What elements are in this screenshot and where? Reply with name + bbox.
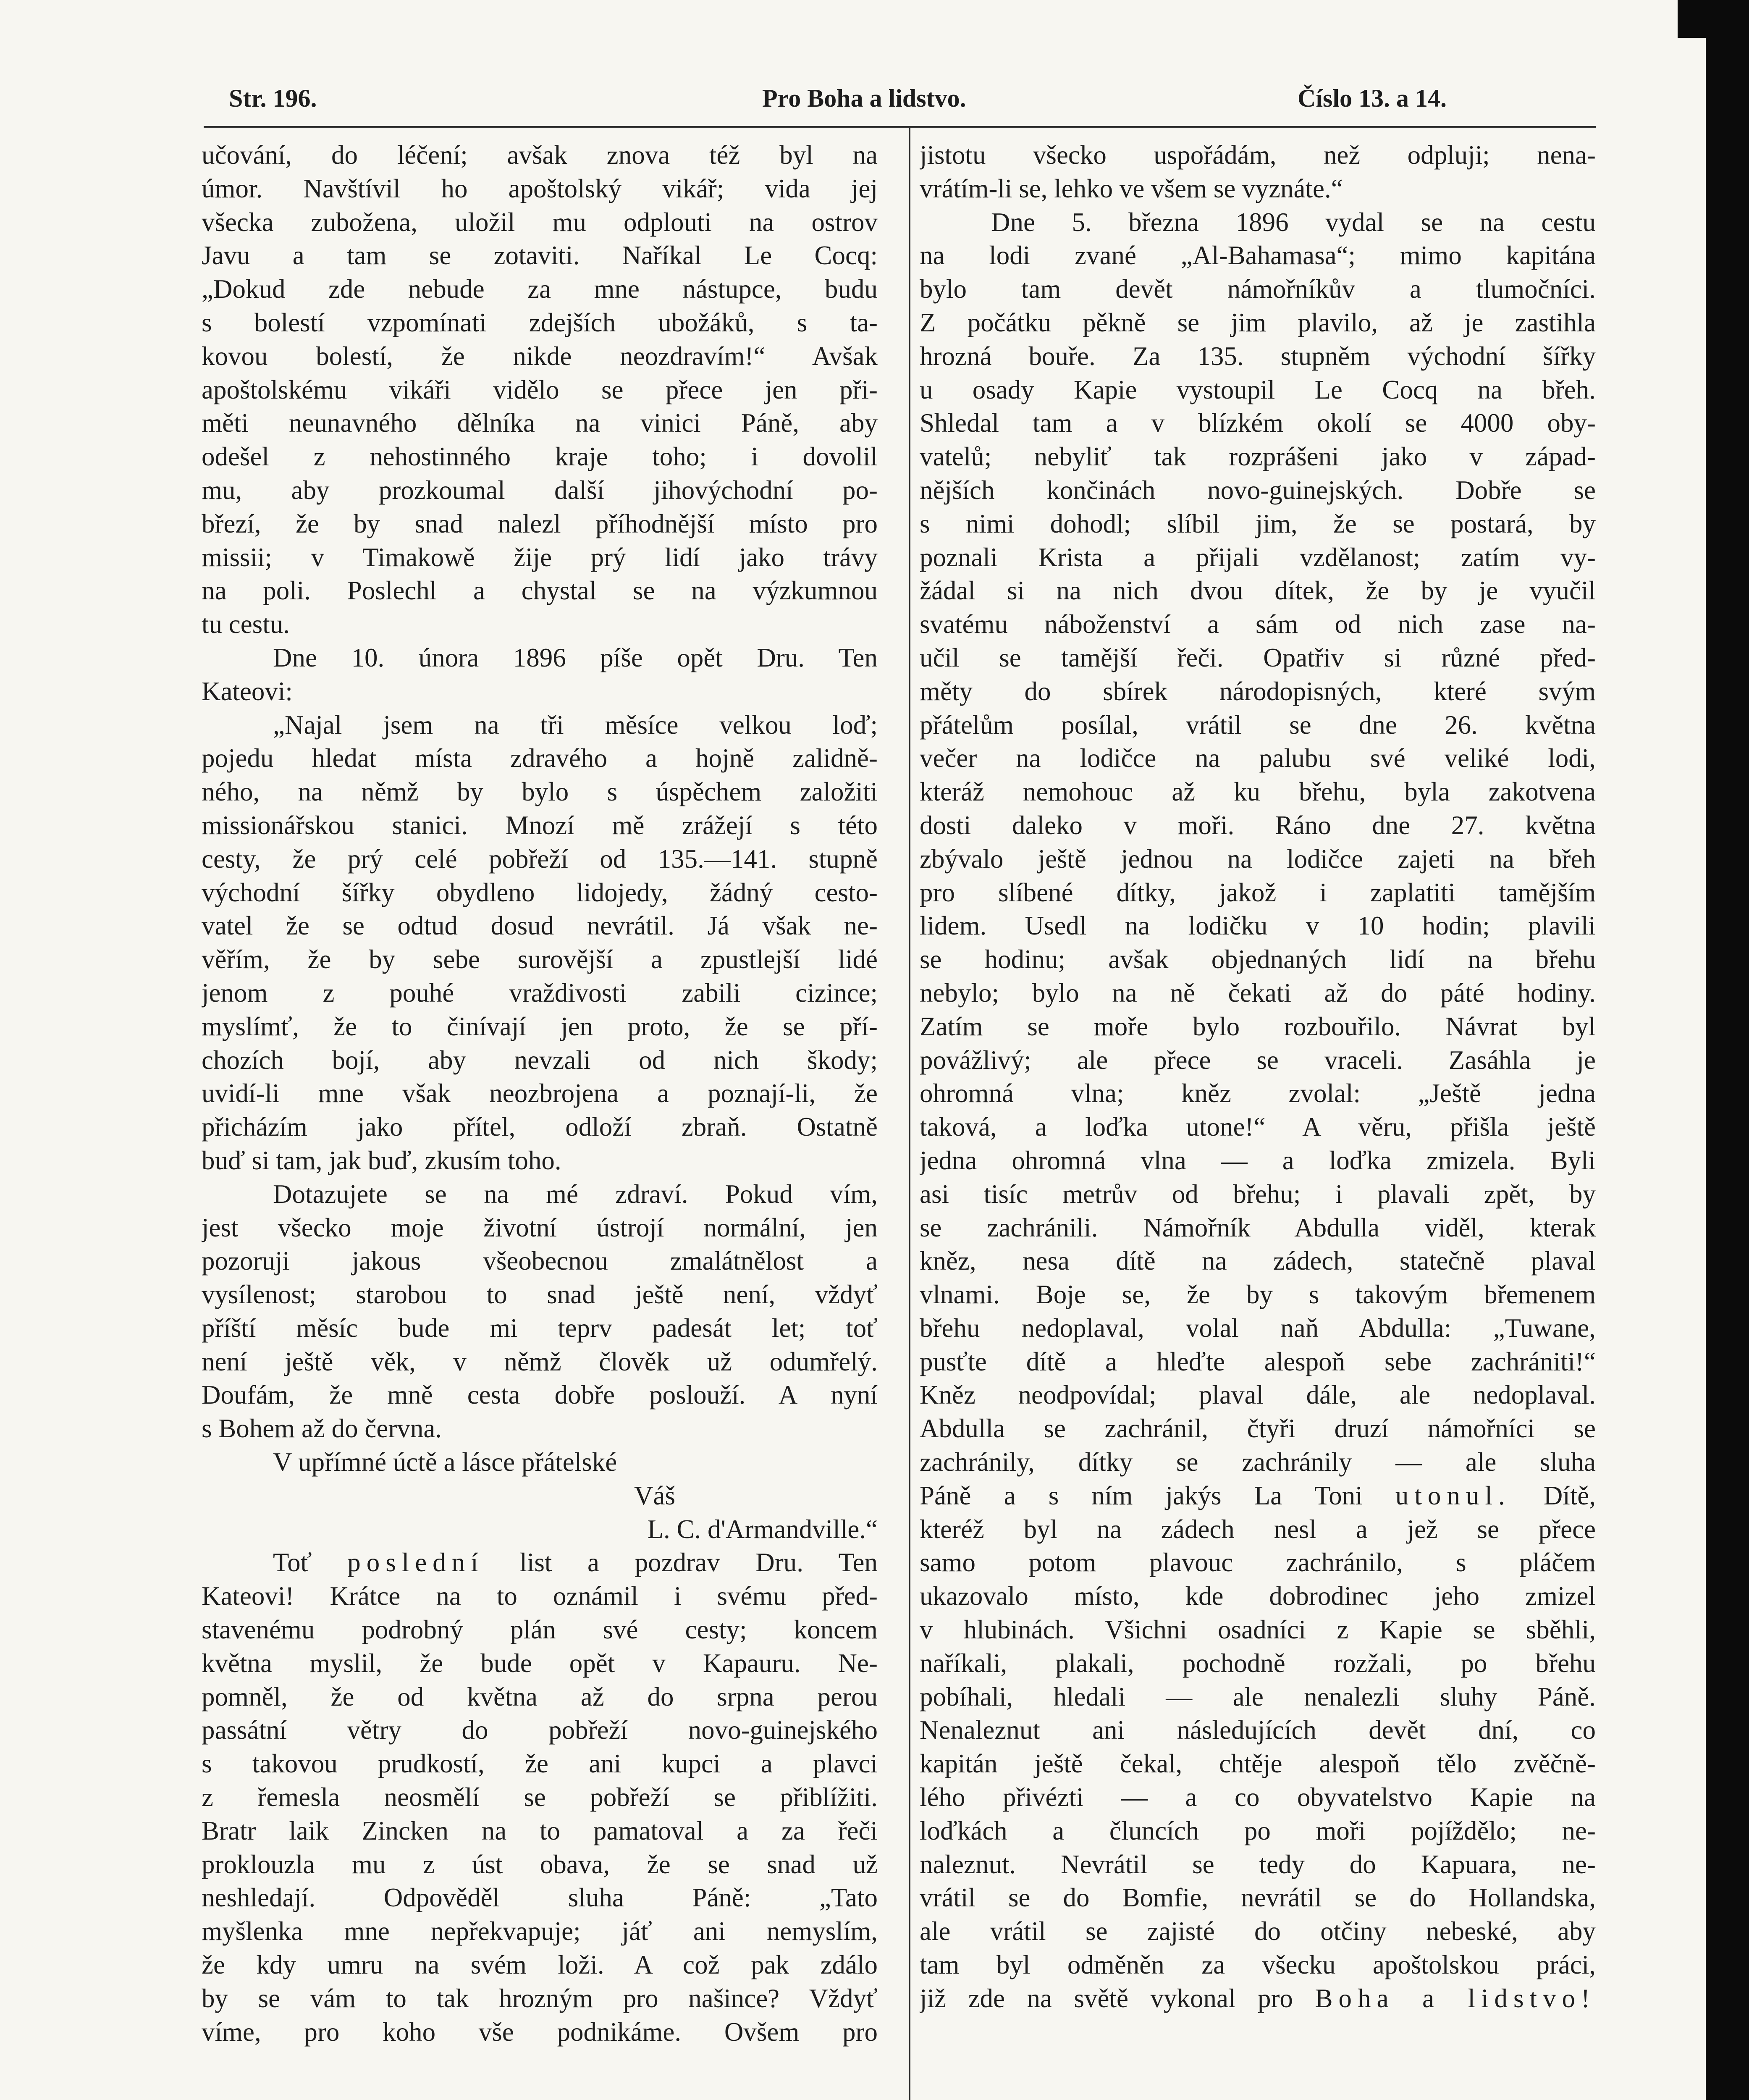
- text-line: nějších končinách novo-guinejských. Dobře se: [920, 475, 1596, 505]
- text-line: jistotu všecko uspořádám, než odpluji; nena-: [920, 140, 1596, 170]
- text-line: jest všecko moje životní ústrojí normální, jen: [202, 1213, 878, 1242]
- text-line: s bolestí vzpomínati zdejších ubožáků, s ta-: [202, 307, 878, 337]
- text-line: zachránily, dítky se zachránily — ale sluha: [920, 1447, 1596, 1477]
- text-fragment: list a pozdrav Dru. Ten: [519, 1548, 878, 1578]
- text-line: cesty, že prý celé pobřeží od 135.—141. stupně: [202, 844, 878, 874]
- text-line: vrátil se do Bomfie, nevrátil se do Hollandska,: [920, 1883, 1596, 1913]
- text-line: Doufám, že mně cesta dobře poslouží. A nyní: [202, 1380, 878, 1410]
- text-line: tu cestu.: [202, 609, 290, 639]
- text-line: [920, 1982, 1596, 2016]
- text-line: května myslil, že bude opět v Kapauru. Ne-: [202, 1648, 878, 1678]
- text-line: myšlenka mne nepřekvapuje; jáť ani nemyslím,: [202, 1916, 878, 1946]
- text-line: Kněz neodpovídal; plaval dále, ale nedoplaval.: [920, 1380, 1596, 1410]
- running-header: [229, 84, 1564, 126]
- text-line: buď si tam, jak buď, zkusím toho.: [202, 1145, 561, 1175]
- text-line: hrozná bouře. Za 135. stupněm východní šířky: [920, 341, 1596, 371]
- text-line: svatému náboženství a sám od nich zase na-: [920, 609, 1596, 639]
- text-line: naleznut. Nevrátil se tedy do Kapuara, ne-: [920, 1849, 1596, 1879]
- text-line: Javu a tam se zotaviti. Naříkal Le Cocq:: [202, 241, 878, 270]
- text-line: na lodi zvané „Al-Bahamasa“; mimo kapitána: [920, 241, 1596, 270]
- text-line: úmor. Navštívil ho apoštolský vikář; vida jej: [202, 173, 878, 203]
- text-fragment: Toť: [273, 1548, 312, 1578]
- text-line: vatelů; nebyliť tak rozprášeni jako v západ-: [920, 442, 1596, 472]
- text-line: uvidí-li mne však neozbrojena a poznají-li, že: [202, 1079, 878, 1108]
- text-line: vlnami. Boje se, že by s takovým břemenem: [920, 1280, 1596, 1310]
- text-line: ného, na němž by bylo s úspěchem založiti: [202, 777, 878, 807]
- text-line: odešel z nehostinného kraje toho; i dovolil: [202, 442, 878, 472]
- text-line: břehu nedoplaval, volal naň Abdulla: „Tuwane,: [920, 1313, 1596, 1343]
- text-line: Dotazujete se na mé zdraví. Pokud vím,: [273, 1179, 878, 1209]
- text-line: poznali Krista a přijali vzdělanost; zatím vy-: [920, 542, 1596, 572]
- text-line: Bratr laik Zincken na to pamatoval a za řeči: [202, 1816, 878, 1845]
- text-line: Z počátku pěkně se jim plavilo, až je zastihla: [920, 307, 1596, 337]
- text-line: apoštolskému vikáři vidělo se přece jen při-: [202, 375, 878, 404]
- text-line: loďkách a čluncích po moři pojíždělo; ne-: [920, 1816, 1596, 1845]
- column-divider: [909, 128, 910, 2100]
- text-line: ale vrátil se zajisté do otčiny nebeské, aby: [920, 1916, 1596, 1946]
- text-line: [202, 1546, 878, 1580]
- text-line: Shledal tam a v blízkém okolí se 4000 oby-: [920, 408, 1596, 438]
- text-line: se zachránili. Námořník Abdulla viděl, kterak: [920, 1213, 1596, 1242]
- text-line: neshledají. Odpověděl sluha Páně: „Tato: [202, 1883, 878, 1913]
- text-line: Dne 5. března 1896 vydal se na cestu: [991, 207, 1596, 237]
- page-number: Str. 196.: [229, 84, 317, 112]
- text-line: pro slíbené dítky, jakož i zaplatiti tamějším: [920, 877, 1596, 907]
- text-line: zbývalo ještě jednou na lodičce zajeti na břeh: [920, 844, 1596, 874]
- text-line: přicházím jako přítel, odloží zbraň. Ostatně: [202, 1112, 878, 1142]
- text-line: se hodinu; avšak objednaných lidí na břehu: [920, 945, 1596, 974]
- text-line: chozích bojí, aby nevzali od nich škody;: [202, 1045, 878, 1075]
- text-line: „Dokud zde nebude za mne nástupce, budu: [202, 274, 878, 304]
- journal-title: Pro Boha a lidstvo.: [762, 84, 966, 112]
- text-line: věřím, že by sebe surovější a zpustlejší lidé: [202, 945, 878, 974]
- text-line: nebylo; bylo na ně čekati až do páté hodiny.: [920, 978, 1596, 1008]
- text-line: naříkali, plakali, pochodně rozžali, po břehu: [920, 1648, 1596, 1678]
- left-column: [202, 139, 878, 2100]
- text-line: východní šířky obydleno lidojedy, žádný cesto-: [202, 877, 878, 907]
- issue-number: Číslo 13. a 14.: [1298, 84, 1447, 112]
- text-line: z řemesla neosmělí se pobřeží se přiblížiti.: [202, 1782, 878, 1812]
- text-line: s takovou prudkostí, že ani kupci a plavci: [202, 1749, 878, 1779]
- text-line: u osady Kapie vystoupil Le Cocq na břeh.: [920, 375, 1596, 404]
- text-line: s Bohem až do června.: [202, 1414, 442, 1444]
- text-line: vrátím-li se, lehko ve všem se vyznáte.“: [920, 173, 1343, 203]
- text-line: lého přivézti — a co obyvatelstvo Kapie na: [920, 1782, 1596, 1812]
- text-line: vysílenost; starobou to snad ještě není, vždyť: [202, 1280, 878, 1310]
- text-line: by se vám to tak hrozným pro našince? Vždyť: [202, 1983, 878, 2013]
- text-line: kteréž byl na zádech nesl a jež se přece: [920, 1514, 1596, 1544]
- text-line: [920, 1479, 1596, 1513]
- text-line: pusťte dítě a hleďte alespoň sebe zachrániti!“: [920, 1347, 1596, 1376]
- text-line: dosti daleko v moři. Ráno dne 27. května: [920, 810, 1596, 840]
- text-line: kteráž nemohouc až ku břehu, byla zakotvena: [920, 777, 1596, 807]
- text-line: passátní větry do pobřeží novo-guinejského: [202, 1715, 878, 1745]
- text-line: myslímť, že to činívají jen proto, že se pří-: [202, 1011, 878, 1041]
- letter-signature: L. C. d'Armandville.“: [647, 1514, 878, 1544]
- text-line: učil se tamější řeči. Opatřiv si různé před-: [920, 643, 1596, 672]
- text-line: jedna ohromná vlna — a loďka zmizela. Byli: [920, 1145, 1596, 1175]
- text-line: všecka zubožena, uložil mu odplouti na ostrov: [202, 207, 878, 237]
- text-line: učování, do léčení; avšak znova též byl na: [202, 140, 878, 170]
- scan-edge-right: [1706, 0, 1749, 2100]
- spaced-emphasis: utonul.: [1395, 1480, 1511, 1510]
- text-line: jenom z pouhé vraždivosti zabili cizince;: [202, 978, 878, 1008]
- text-line: březí, že by snad nalezl příhodnější místo pro: [202, 509, 878, 538]
- text-line: lidem. Usedl na lodičku v 10 hodin; plavili: [920, 911, 1596, 941]
- text-line: taková, a loďka utone!“ A věru, přišla ještě: [920, 1112, 1596, 1142]
- text-line: mu, aby prozkoumal další jihovýchodní po-: [202, 475, 878, 505]
- text-line: měti neunavného dělníka na vinici Páně, aby: [202, 408, 878, 438]
- text-line: Kateovi! Krátce na to oznámil i svému před-: [202, 1581, 878, 1611]
- text-line: missionářskou stanici. Mnozí mě zrážejí s této: [202, 810, 878, 840]
- text-line: ukazovalo místo, kde dobrodinec jeho zmizel: [920, 1581, 1596, 1611]
- text-line: pojedu hledat místa zdravého a hojně zalidně-: [202, 743, 878, 773]
- text-fragment: již zde na světě vykonal pro: [920, 1983, 1293, 2013]
- text-fragment: Dítě,: [1543, 1480, 1596, 1510]
- text-line: Abdulla se zachránil, čtyři druzí námořníci se: [920, 1414, 1596, 1444]
- text-line: pozoruji jakous všeobecnou zmalátnělost a: [202, 1246, 878, 1276]
- spaced-emphasis: poslední: [347, 1548, 484, 1578]
- text-line: v hlubinách. Všichni osadníci z Kapie se sběhli,: [920, 1615, 1596, 1645]
- text-line: missii; v Timakowě žije prý lidí jako trávy: [202, 542, 878, 572]
- text-line: „Najal jsem na tři měsíce velkou loď;: [273, 710, 878, 740]
- text-line: s nimi dohodl; slíbil jim, že se postará, by: [920, 509, 1596, 538]
- text-line: kněz, nesa dítě na zádech, statečně plaval: [920, 1246, 1596, 1276]
- text-line: asi tisíc metrův od břehu; i plavali zpět, by: [920, 1179, 1596, 1209]
- spaced-emphasis: Boha a lidstvo!: [1315, 1983, 1596, 2013]
- text-line: Dne 10. února 1896 píše opět Dru. Ten: [273, 643, 878, 672]
- text-line: že kdy umru na svém loži. A což pak zdálo: [202, 1950, 878, 1980]
- text-line: tam byl odměněn za všecku apoštolskou práci,: [920, 1950, 1596, 1980]
- text-line: není ještě věk, v němž člověk už odumřelý.: [202, 1347, 878, 1376]
- text-line: víme, pro koho vše podnikáme. Ovšem pro: [202, 2017, 878, 2047]
- right-column: [920, 139, 1596, 2100]
- text-line: Nenaleznut ani následujících devět dní, co: [920, 1715, 1596, 1745]
- text-line: žádal si na nich dvou dítek, že by je vyučil: [920, 576, 1596, 606]
- letter-closing-vas: Váš: [634, 1480, 675, 1510]
- text-line: ohromná vlna; kněz zvolal: „Ještě jedna: [920, 1079, 1596, 1108]
- text-line: samo potom plavouc zachránilo, s pláčem: [920, 1548, 1596, 1578]
- text-line: povážlivý; ale přece se vraceli. Zasáhla je: [920, 1045, 1596, 1075]
- text-line: přátelům posílal, vrátil se dne 26. května: [920, 710, 1596, 740]
- text-line: Kateovi:: [202, 676, 293, 706]
- text-line: vatel že se odtud dosud nevrátil. Já však ne-: [202, 911, 878, 941]
- letter-closing: V upřímné úctě a lásce přátelské: [273, 1447, 617, 1477]
- text-line: kovou bolestí, že nikde neozdravím!“ Avšak: [202, 341, 878, 371]
- text-line: stavenému podrobný plán své cesty; koncem: [202, 1615, 878, 1645]
- text-line: příští měsíc bude mi teprv padesát let; toť: [202, 1313, 878, 1343]
- text-line: Zatím se moře bylo rozbouřilo. Návrat byl: [920, 1011, 1596, 1041]
- text-line: kapitán ještě čekal, chtěje alespoň tělo zvěčně-: [920, 1749, 1596, 1779]
- text-line: bylo tam devět námořníkův a tlumočníci.: [920, 274, 1596, 304]
- text-line: měty do sbírek národopisných, které svým: [920, 676, 1596, 706]
- text-line: pobíhali, hledali — ale nenalezli sluhy Páně.: [920, 1682, 1596, 1712]
- text-line: na poli. Poslechl a chystal se na výzkumnou: [202, 576, 878, 606]
- text-fragment: Páně a s ním jakýs La Toni: [920, 1480, 1363, 1510]
- text-line: proklouzla mu z úst obava, že se snad už: [202, 1849, 878, 1879]
- text-line: večer na lodičce na palubu své veliké lodi,: [920, 743, 1596, 773]
- header-rule: [204, 126, 1596, 128]
- text-line: pomněl, že od května až do srpna perou: [202, 1682, 878, 1712]
